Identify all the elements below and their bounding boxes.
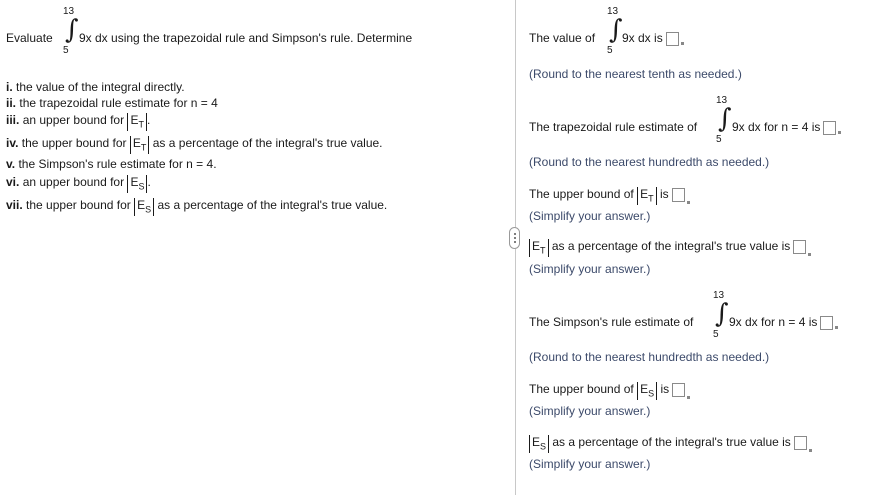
err-symbol: E: [532, 239, 541, 253]
answer7-hint: (Simplify your answer.): [529, 457, 651, 471]
answer2-body: [732, 120, 841, 135]
err-sub: T: [140, 142, 147, 153]
error-ES: [134, 198, 154, 216]
answer7-input[interactable]: [794, 436, 807, 450]
err-symbol: E: [130, 175, 139, 189]
err-sub: S: [648, 388, 655, 399]
part-i: [6, 80, 185, 94]
part-num: ii.: [6, 96, 17, 110]
input-marker: [687, 201, 690, 204]
upper-limit: 13: [63, 6, 75, 17]
input-marker: [838, 131, 841, 134]
answer1-input[interactable]: [666, 32, 679, 46]
error-ES: [637, 382, 657, 400]
question-intro: [79, 31, 412, 45]
answer6-line: [529, 382, 690, 400]
part-text: an upper bound for: [22, 175, 125, 189]
upper-limit: 13: [716, 95, 728, 106]
err-sub: S: [540, 441, 547, 452]
answer2-hint: (Round to the nearest hundredth as needed.): [529, 155, 770, 169]
answer1-hint: (Round to the nearest tenth as needed.): [529, 67, 742, 81]
part-text: the Simpson's rule estimate for n = 4.: [18, 157, 217, 171]
answer3-hint: (Simplify your answer.): [529, 209, 651, 223]
err-symbol: E: [640, 382, 649, 396]
integral-icon: ∫: [65, 15, 79, 45]
answer4-hint: (Simplify your answer.): [529, 262, 651, 276]
integrand: 9x dx: [79, 31, 108, 45]
error-ET: [637, 187, 657, 205]
answer5-body: [729, 315, 838, 330]
answer-prefix: The upper bound of: [529, 382, 634, 396]
part-num: vii.: [6, 198, 23, 212]
lower-limit: 5: [63, 45, 69, 56]
lower-limit: 5: [607, 45, 613, 56]
part-after: .: [146, 113, 151, 127]
part-num: vi.: [6, 175, 20, 189]
part-vii: [6, 198, 387, 216]
error-ET: [529, 239, 549, 257]
part-iii: [6, 113, 150, 131]
answer-suffix: as a percentage of the integral's true value is: [551, 239, 791, 253]
error-ET: [127, 113, 147, 131]
lower-limit: 5: [716, 134, 722, 145]
answer4-line: [529, 239, 811, 257]
err-symbol: E: [137, 198, 146, 212]
integrand: 9x dx: [729, 315, 758, 329]
answer7-line: [529, 435, 812, 453]
pane-resize-handle[interactable]: [509, 227, 520, 249]
answer-suffix: for n = 4 is: [764, 120, 821, 134]
err-sub: T: [138, 119, 144, 130]
lower-limit: 5: [713, 329, 719, 340]
error-ES: [127, 175, 147, 193]
input-marker: [809, 449, 812, 452]
answer-suffix: is: [659, 187, 669, 201]
err-symbol: E: [640, 187, 649, 201]
answer2-input[interactable]: [823, 121, 836, 135]
answer5-prefix: The Simpson's rule estimate of: [529, 315, 694, 329]
evaluate-label: Evaluate: [6, 31, 53, 45]
error-ET: [130, 136, 150, 154]
answer6-hint: (Simplify your answer.): [529, 404, 651, 418]
error-ES: [529, 435, 549, 453]
part-num: v.: [6, 157, 16, 171]
answer1-body: [622, 31, 684, 46]
part-text: the value of the integral directly.: [16, 80, 185, 94]
input-marker: [687, 396, 690, 399]
input-marker: [681, 42, 684, 45]
answer3-input[interactable]: [672, 188, 685, 202]
err-sub: S: [145, 204, 152, 215]
part-v: [6, 157, 217, 171]
intro-text: using the trapezoidal rule and Simpson's rule. Determine: [111, 31, 413, 45]
answer5-input[interactable]: [820, 316, 833, 330]
part-text: an upper bound for: [22, 113, 125, 127]
err-symbol: E: [532, 435, 541, 449]
err-symbol: E: [130, 113, 139, 127]
upper-limit: 13: [713, 290, 725, 301]
answer3-line: [529, 187, 690, 205]
upper-limit: 13: [607, 6, 619, 17]
part-num: iii.: [6, 113, 20, 127]
part-num: i.: [6, 80, 13, 94]
part-num: iv.: [6, 136, 19, 150]
part-text: the upper bound for: [26, 198, 131, 212]
input-marker: [808, 253, 811, 256]
part-vi: [6, 175, 151, 193]
answer5-hint: (Round to the nearest hundredth as needed.): [529, 350, 770, 364]
answer-suffix: is: [654, 31, 663, 45]
part-text: the upper bound for: [21, 136, 127, 150]
integral-icon: ∫: [715, 299, 729, 329]
err-sub: T: [540, 245, 546, 256]
part-after: as a percentage of the integral's true value.: [157, 198, 388, 212]
err-sub: T: [648, 193, 654, 204]
part-text: the trapezoidal rule estimate for n = 4: [19, 96, 218, 110]
integral-icon: ∫: [718, 104, 732, 134]
part-iv: [6, 136, 383, 154]
part-after: .: [147, 175, 151, 189]
integrand: 9x dx: [732, 120, 761, 134]
err-sub: S: [138, 181, 145, 192]
part-ii: [6, 96, 218, 110]
answer2-prefix: The trapezoidal rule estimate of: [529, 120, 698, 134]
integrand: 9x dx: [622, 31, 651, 45]
answer-suffix: for n = 4 is: [761, 315, 818, 329]
answer-prefix: The upper bound of: [529, 187, 634, 201]
answer-suffix: is: [660, 382, 670, 396]
part-after: as a percentage of the integral's true value.: [152, 136, 383, 150]
answer1-prefix: The value of: [529, 31, 596, 45]
integral-icon: ∫: [609, 15, 623, 45]
input-marker: [835, 326, 838, 329]
err-symbol: E: [132, 136, 141, 150]
answer6-input[interactable]: [672, 383, 685, 397]
answer4-input[interactable]: [793, 240, 806, 254]
answer-suffix: as a percentage of the integral's true value is: [552, 435, 791, 449]
